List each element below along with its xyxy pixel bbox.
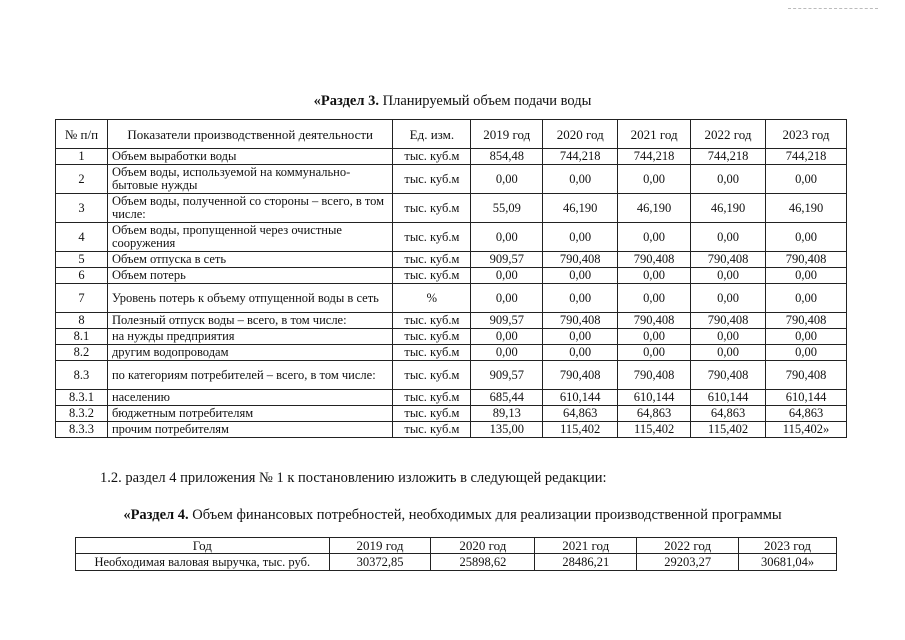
value-cell: 89,13 bbox=[471, 406, 543, 422]
unit-cell: тыс. куб.м bbox=[393, 268, 471, 284]
column-header: 2023 год bbox=[766, 120, 847, 149]
row-number-cell: 8 bbox=[56, 313, 108, 329]
value-cell: 0,00 bbox=[543, 284, 618, 313]
unit-cell: тыс. куб.м bbox=[393, 361, 471, 390]
column-header: Год bbox=[76, 538, 330, 554]
value-cell: 610,144 bbox=[543, 390, 618, 406]
value-cell: 790,408 bbox=[766, 252, 847, 268]
table-row bbox=[56, 284, 847, 313]
indicator-name-cell: прочим потребителям bbox=[107, 422, 393, 438]
value-cell: 854,48 bbox=[471, 149, 543, 165]
section3-title-text: Планируемый объем подачи воды bbox=[378, 93, 592, 109]
row-number-cell: 8.3 bbox=[56, 361, 108, 390]
table-row bbox=[56, 345, 847, 361]
indicator-name-cell: бюджетным потребителям bbox=[107, 406, 393, 422]
indicator-name-cell: Объем воды, используемой на коммунально-бытовые нужды bbox=[107, 165, 393, 194]
value-cell: 0,00 bbox=[691, 165, 766, 194]
table-row bbox=[56, 194, 847, 223]
value-cell: 0,00 bbox=[618, 165, 691, 194]
planned-water-supply-table bbox=[55, 119, 847, 438]
scan-edge-line bbox=[788, 8, 878, 9]
value-cell: 64,863 bbox=[543, 406, 618, 422]
section3-title bbox=[0, 93, 905, 110]
value-cell: 64,863 bbox=[618, 406, 691, 422]
value-cell: 0,00 bbox=[471, 223, 543, 252]
value-cell: 909,57 bbox=[471, 361, 543, 390]
value-cell: 0,00 bbox=[691, 345, 766, 361]
section4-title bbox=[0, 507, 905, 524]
row-number-cell: 8.1 bbox=[56, 329, 108, 345]
row-number-cell: 6 bbox=[56, 268, 108, 284]
value-cell: 64,863 bbox=[766, 406, 847, 422]
row-number-cell: 8.2 bbox=[56, 345, 108, 361]
row-number-cell: 8.3.3 bbox=[56, 422, 108, 438]
value-cell: 790,408 bbox=[691, 313, 766, 329]
indicator-name-cell: Полезный отпуск воды – всего, в том числе: bbox=[107, 313, 393, 329]
table-row bbox=[76, 554, 837, 571]
value-cell: 0,00 bbox=[691, 284, 766, 313]
value-cell: 0,00 bbox=[543, 329, 618, 345]
unit-cell: тыс. куб.м bbox=[393, 223, 471, 252]
value-cell: 790,408 bbox=[691, 252, 766, 268]
row-number-cell: 1 bbox=[56, 149, 108, 165]
unit-cell: тыс. куб.м bbox=[393, 390, 471, 406]
table-row bbox=[56, 329, 847, 345]
value-cell: 0,00 bbox=[543, 223, 618, 252]
column-header: 2019 год bbox=[329, 538, 431, 554]
value-cell: 0,00 bbox=[691, 268, 766, 284]
value-cell: 790,408 bbox=[766, 361, 847, 390]
value-cell: 0,00 bbox=[766, 284, 847, 313]
financial-needs-table bbox=[75, 537, 837, 571]
section3-title-label: «Раздел 3. bbox=[313, 93, 379, 109]
value-cell: 0,00 bbox=[766, 329, 847, 345]
value-cell: 744,218 bbox=[618, 149, 691, 165]
unit-cell: % bbox=[393, 284, 471, 313]
value-cell: 0,00 bbox=[471, 268, 543, 284]
value-cell: 29203,27 bbox=[637, 554, 739, 571]
value-cell: 0,00 bbox=[543, 165, 618, 194]
value-cell: 909,57 bbox=[471, 252, 543, 268]
indicator-name-cell: Необходимая валовая выручка, тыс. руб. bbox=[76, 554, 330, 571]
column-header: 2019 год bbox=[471, 120, 543, 149]
column-header: 2022 год bbox=[637, 538, 739, 554]
value-cell: 0,00 bbox=[543, 268, 618, 284]
value-cell: 744,218 bbox=[543, 149, 618, 165]
value-cell: 0,00 bbox=[766, 268, 847, 284]
indicator-name-cell: Уровень потерь к объему отпущенной воды в сеть bbox=[107, 284, 393, 313]
table-row bbox=[56, 252, 847, 268]
indicator-name-cell: Объем воды, пропущенной через очистные сооружения bbox=[107, 223, 393, 252]
row-number-cell: 8.3.2 bbox=[56, 406, 108, 422]
table-row bbox=[56, 390, 847, 406]
row-number-cell: 7 bbox=[56, 284, 108, 313]
table-row bbox=[56, 361, 847, 390]
value-cell: 0,00 bbox=[471, 345, 543, 361]
table-header-row bbox=[56, 120, 847, 149]
value-cell: 610,144 bbox=[766, 390, 847, 406]
value-cell: 610,144 bbox=[618, 390, 691, 406]
unit-cell: тыс. куб.м bbox=[393, 194, 471, 223]
value-cell: 115,402 bbox=[543, 422, 618, 438]
value-cell: 790,408 bbox=[618, 361, 691, 390]
value-cell: 790,408 bbox=[691, 361, 766, 390]
unit-cell: тыс. куб.м bbox=[393, 165, 471, 194]
row-number-cell: 4 bbox=[56, 223, 108, 252]
value-cell: 909,57 bbox=[471, 313, 543, 329]
value-cell: 0,00 bbox=[618, 284, 691, 313]
row-number-cell: 8.3.1 bbox=[56, 390, 108, 406]
row-number-cell: 5 bbox=[56, 252, 108, 268]
value-cell: 610,144 bbox=[691, 390, 766, 406]
value-cell: 0,00 bbox=[766, 165, 847, 194]
value-cell: 790,408 bbox=[543, 252, 618, 268]
value-cell: 790,408 bbox=[618, 252, 691, 268]
value-cell: 744,218 bbox=[691, 149, 766, 165]
table-row bbox=[56, 223, 847, 252]
column-header: 2021 год bbox=[535, 538, 637, 554]
indicator-name-cell: населению bbox=[107, 390, 393, 406]
value-cell: 55,09 bbox=[471, 194, 543, 223]
value-cell: 685,44 bbox=[471, 390, 543, 406]
unit-cell: тыс. куб.м bbox=[393, 149, 471, 165]
row-number-cell: 2 bbox=[56, 165, 108, 194]
table-row bbox=[56, 313, 847, 329]
indicator-name-cell: другим водопроводам bbox=[107, 345, 393, 361]
table-row bbox=[56, 406, 847, 422]
indicator-name-cell: Объем потерь bbox=[107, 268, 393, 284]
value-cell: 30681,04» bbox=[739, 554, 837, 571]
value-cell: 115,402» bbox=[766, 422, 847, 438]
unit-cell: тыс. куб.м bbox=[393, 329, 471, 345]
value-cell: 790,408 bbox=[766, 313, 847, 329]
value-cell: 0,00 bbox=[543, 345, 618, 361]
value-cell: 0,00 bbox=[618, 329, 691, 345]
indicator-name-cell: на нужды предприятия bbox=[107, 329, 393, 345]
amendment-paragraph: 1.2. раздел 4 приложения № 1 к постановлению изложить в следующей редакции: bbox=[100, 470, 607, 486]
value-cell: 46,190 bbox=[618, 194, 691, 223]
row-number-cell: 3 bbox=[56, 194, 108, 223]
value-cell: 46,190 bbox=[766, 194, 847, 223]
table-row bbox=[56, 268, 847, 284]
section4-title-text: Объем финансовых потребностей, необходимых для реализации производственной программы bbox=[188, 507, 782, 523]
column-header: 2020 год bbox=[543, 120, 618, 149]
column-header: 2020 год bbox=[431, 538, 535, 554]
unit-cell: тыс. куб.м bbox=[393, 313, 471, 329]
column-header: Показатели производственной деятельности bbox=[107, 120, 393, 149]
value-cell: 115,402 bbox=[618, 422, 691, 438]
column-header: Ед. изм. bbox=[393, 120, 471, 149]
value-cell: 0,00 bbox=[471, 165, 543, 194]
value-cell: 28486,21 bbox=[535, 554, 637, 571]
indicator-name-cell: Объем воды, полученной со стороны – всего, в том числе: bbox=[107, 194, 393, 223]
value-cell: 0,00 bbox=[471, 329, 543, 345]
value-cell: 0,00 bbox=[471, 284, 543, 313]
value-cell: 0,00 bbox=[691, 223, 766, 252]
indicator-name-cell: по категориям потребителей – всего, в том числе: bbox=[107, 361, 393, 390]
table-row bbox=[56, 149, 847, 165]
value-cell: 46,190 bbox=[543, 194, 618, 223]
value-cell: 744,218 bbox=[766, 149, 847, 165]
table-header-row bbox=[76, 538, 837, 554]
table-row bbox=[56, 165, 847, 194]
value-cell: 0,00 bbox=[691, 329, 766, 345]
section4-title-label: «Раздел 4. bbox=[123, 507, 189, 523]
value-cell: 790,408 bbox=[618, 313, 691, 329]
table-row bbox=[56, 422, 847, 438]
column-header: № п/п bbox=[56, 120, 108, 149]
value-cell: 0,00 bbox=[618, 223, 691, 252]
value-cell: 790,408 bbox=[543, 313, 618, 329]
unit-cell: тыс. куб.м bbox=[393, 422, 471, 438]
unit-cell: тыс. куб.м bbox=[393, 252, 471, 268]
indicator-name-cell: Объем отпуска в сеть bbox=[107, 252, 393, 268]
value-cell: 115,402 bbox=[691, 422, 766, 438]
column-header: 2023 год bbox=[739, 538, 837, 554]
value-cell: 135,00 bbox=[471, 422, 543, 438]
value-cell: 64,863 bbox=[691, 406, 766, 422]
value-cell: 25898,62 bbox=[431, 554, 535, 571]
value-cell: 790,408 bbox=[543, 361, 618, 390]
value-cell: 46,190 bbox=[691, 194, 766, 223]
column-header: 2021 год bbox=[618, 120, 691, 149]
unit-cell: тыс. куб.м bbox=[393, 345, 471, 361]
unit-cell: тыс. куб.м bbox=[393, 406, 471, 422]
value-cell: 0,00 bbox=[618, 268, 691, 284]
value-cell: 0,00 bbox=[766, 223, 847, 252]
value-cell: 0,00 bbox=[618, 345, 691, 361]
value-cell: 30372,85 bbox=[329, 554, 431, 571]
indicator-name-cell: Объем выработки воды bbox=[107, 149, 393, 165]
column-header: 2022 год bbox=[691, 120, 766, 149]
value-cell: 0,00 bbox=[766, 345, 847, 361]
